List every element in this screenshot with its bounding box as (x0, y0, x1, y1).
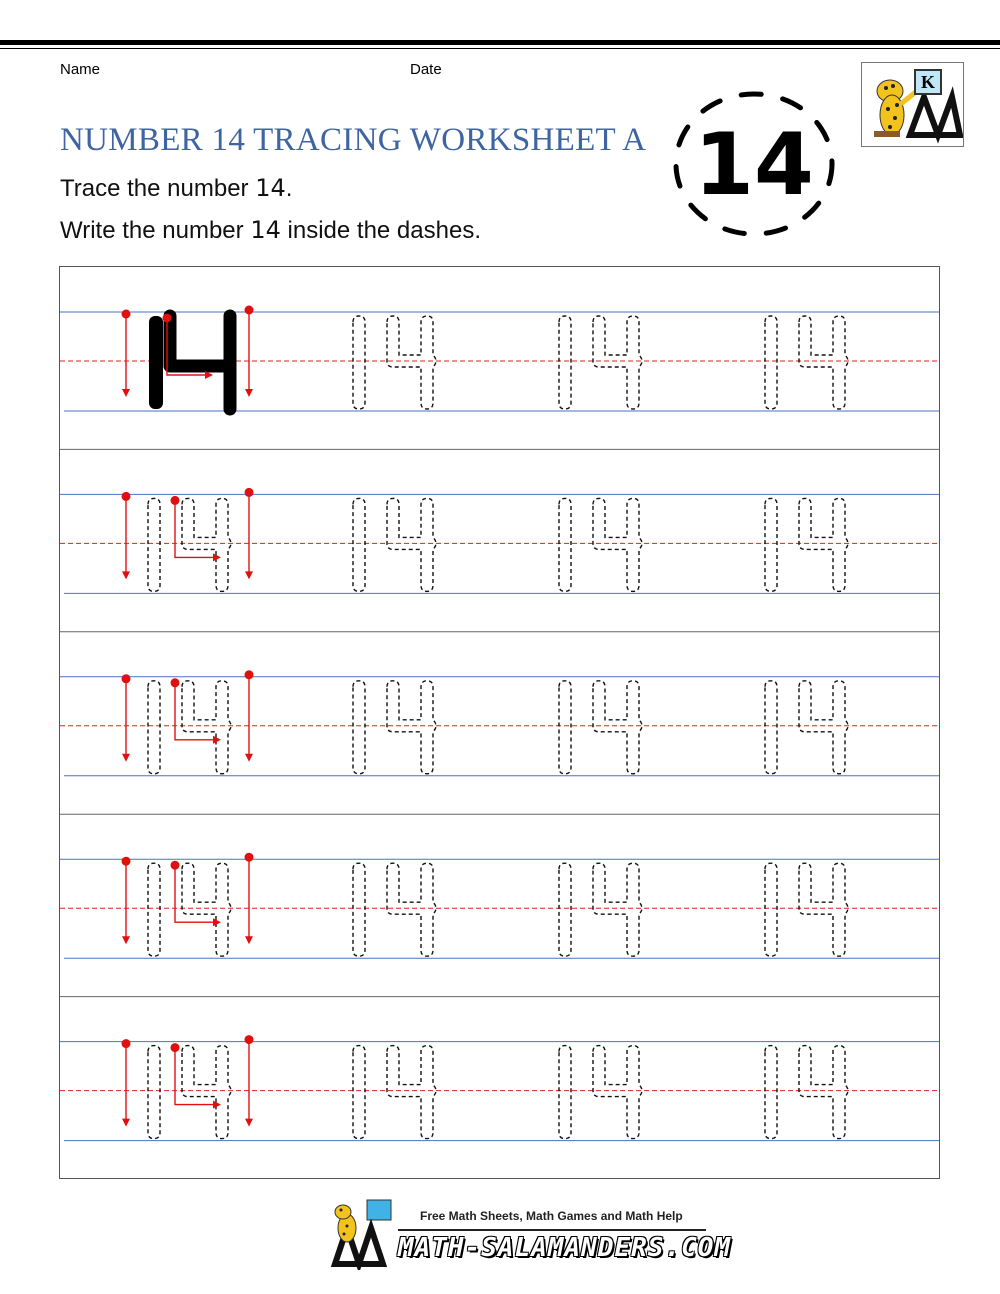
arrow-head (245, 1119, 253, 1127)
dashed-one (353, 498, 365, 591)
dashed-four (799, 863, 848, 956)
practice-row (60, 449, 939, 593)
dashed-four (387, 681, 436, 774)
dashed-four (799, 1046, 848, 1139)
dashed-one (148, 681, 160, 774)
arrow-head (122, 1119, 130, 1127)
dashed-one (353, 1046, 365, 1139)
dashed-one (353, 863, 365, 956)
dashed-one (353, 316, 365, 409)
top-rule-thin (0, 48, 1000, 49)
dashed-four (799, 498, 848, 591)
practice-panel (59, 266, 940, 1179)
dashed-four (799, 316, 848, 409)
practice-row (60, 814, 939, 958)
salamander-icon (862, 63, 963, 146)
arrow-head (213, 918, 221, 926)
dashed-one (559, 863, 571, 956)
arrow-head (122, 936, 130, 944)
dashed-four (593, 316, 642, 409)
dashed-one (148, 863, 160, 956)
instruction-trace (60, 174, 292, 203)
arrow-head (122, 571, 130, 579)
worksheet-title: NUMBER 14 TRACING WORKSHEET A (60, 122, 647, 158)
dashed-four (593, 1046, 642, 1139)
footer-salamander-icon (325, 1198, 399, 1270)
instruction-trace-text: Trace the number (60, 175, 256, 202)
footer-tagline: Free Math Sheets, Math Games and Math Help (420, 1209, 683, 1223)
practice-row (60, 997, 939, 1141)
dashed-four (593, 681, 642, 774)
dashed-one (353, 681, 365, 774)
dashed-one (559, 681, 571, 774)
dashed-one (559, 316, 571, 409)
practice-row (60, 306, 939, 412)
dashed-four (387, 498, 436, 591)
logo-letter: K (914, 69, 942, 95)
arrow-head (122, 754, 130, 762)
dashed-four (182, 498, 231, 591)
arrow-head (213, 1101, 221, 1109)
instruction-write-text: Write the number (60, 217, 251, 244)
dashed-one (765, 863, 777, 956)
practice-rows (60, 267, 939, 1178)
dashed-four (593, 498, 642, 591)
dashed-four (799, 681, 848, 774)
arrow-head (245, 754, 253, 762)
dashed-four (387, 863, 436, 956)
name-label: Name (60, 61, 101, 78)
dashed-four (387, 1046, 436, 1139)
practice-row (60, 632, 939, 776)
dashed-four (387, 316, 436, 409)
dashed-one (765, 1046, 777, 1139)
site-logo (861, 62, 964, 147)
solid-four (170, 316, 230, 409)
arrow-head (245, 571, 253, 579)
arrow-head (245, 389, 253, 397)
footer-site-name: MATH-SALAMANDERS.COM (398, 1233, 732, 1263)
dashed-one (559, 1046, 571, 1139)
instruction-write-number: 14 (250, 216, 281, 244)
solid-one (149, 316, 163, 409)
dashed-one (765, 498, 777, 591)
dashed-one (765, 316, 777, 409)
dashed-one (148, 498, 160, 591)
instruction-trace-number: 14 (255, 174, 286, 202)
dashed-one (559, 498, 571, 591)
dashed-one (765, 681, 777, 774)
date-label: Date (410, 61, 442, 78)
dashed-four (182, 681, 231, 774)
arrow-head (213, 553, 221, 561)
dashed-four (593, 863, 642, 956)
dashed-one (148, 1046, 160, 1139)
arrow-head (122, 389, 130, 397)
number-badge (668, 86, 840, 242)
footer-rule (398, 1229, 706, 1231)
badge-number: 14 (694, 115, 814, 215)
instruction-write (60, 216, 481, 245)
top-rule (0, 40, 1000, 45)
arrow-head (245, 936, 253, 944)
dashed-four (182, 1046, 231, 1139)
instruction-trace-end: . (285, 175, 293, 202)
arrow-head (213, 736, 221, 744)
dashed-four (182, 863, 231, 956)
instruction-write-end: inside the dashes. (280, 217, 481, 244)
